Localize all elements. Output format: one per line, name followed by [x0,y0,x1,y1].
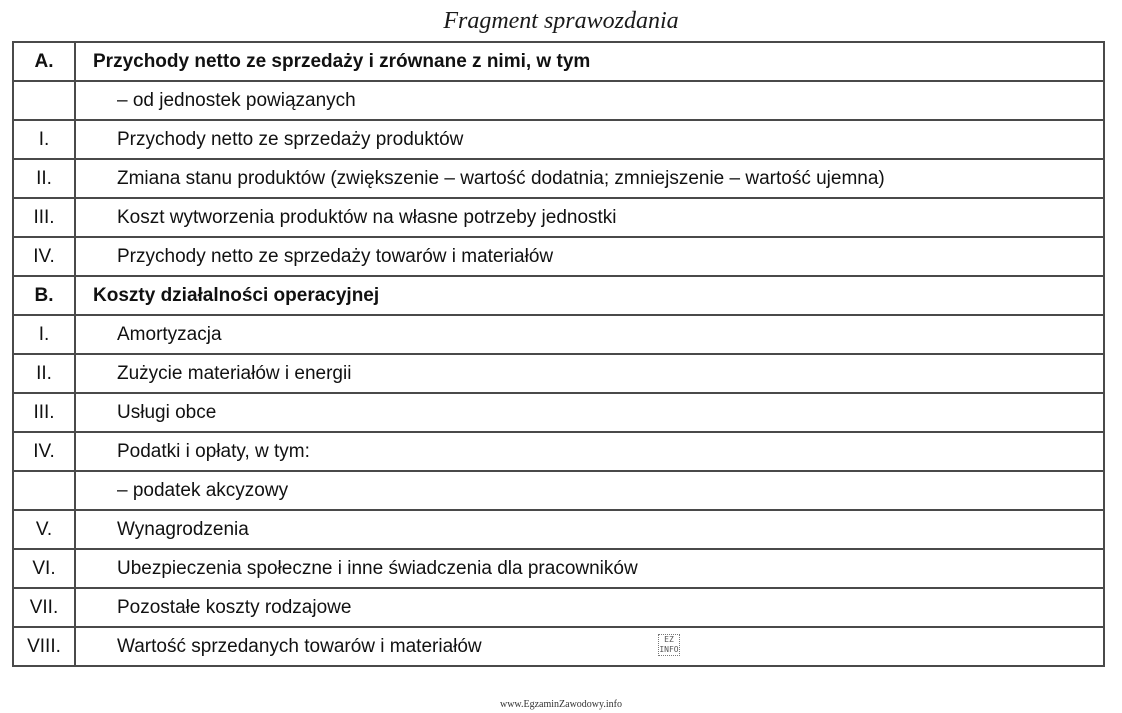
row-code: B. [13,276,75,315]
row-label: Koszty działalności operacyjnej [75,276,1104,315]
table-row [13,198,1104,237]
row-label: Usługi obce [75,393,1104,432]
row-code: I. [13,315,75,354]
row-label: – podatek akcyzowy [75,471,1104,510]
table-row [13,471,1104,510]
row-code: III. [13,198,75,237]
row-code: IV. [13,237,75,276]
row-label: Przychody netto ze sprzedaży towarów i materiałów [75,237,1104,276]
row-code: VIII. [13,627,75,666]
row-label: Podatki i opłaty, w tym: [75,432,1104,471]
row-code: II. [13,159,75,198]
table-row [13,120,1104,159]
table-row [13,393,1104,432]
report-table [12,41,1105,667]
table-row [13,81,1104,120]
row-label: Wynagrodzenia [75,510,1104,549]
ez-info-logo-icon: EZ INFO [659,635,679,654]
row-label: Wartość sprzedanych towarów i materiałów [75,627,1104,666]
row-code: II. [13,354,75,393]
row-label: – od jednostek powiązanych [75,81,1104,120]
row-code [13,471,75,510]
report-title: Fragment sprawozdania [443,8,679,34]
row-label: Amortyzacja [75,315,1104,354]
row-label: Pozostałe koszty rodzajowe [75,588,1104,627]
row-code: IV. [13,432,75,471]
row-code: V. [13,510,75,549]
table-row [13,42,1104,81]
table-row [13,354,1104,393]
table-row [13,237,1104,276]
row-label: Koszt wytworzenia produktów na własne potrzeby jednostki [75,198,1104,237]
row-label: Ubezpieczenia społeczne i inne świadczenia dla pracowników [75,549,1104,588]
row-label: Przychody netto ze sprzedaży produktów [75,120,1104,159]
row-code: A. [13,42,75,81]
table-row [13,276,1104,315]
table-row [13,315,1104,354]
table-row [13,159,1104,198]
footer-url: www.EgzaminZawodowy.info [499,699,622,710]
table-row [13,627,1104,666]
row-label: Zmiana stanu produktów (zwiększenie – wartość dodatnia; zmniejszenie – wartość ujemna) [75,159,1104,198]
table-row [13,510,1104,549]
table-row [13,432,1104,471]
row-label: Przychody netto ze sprzedaży i zrównane z nimi, w tym [75,42,1104,81]
table-row [13,549,1104,588]
row-code: VII. [13,588,75,627]
row-code: III. [13,393,75,432]
row-code [13,81,75,120]
table-row [13,588,1104,627]
row-label: Zużycie materiałów i energii [75,354,1104,393]
row-code: VI. [13,549,75,588]
row-code: I. [13,120,75,159]
